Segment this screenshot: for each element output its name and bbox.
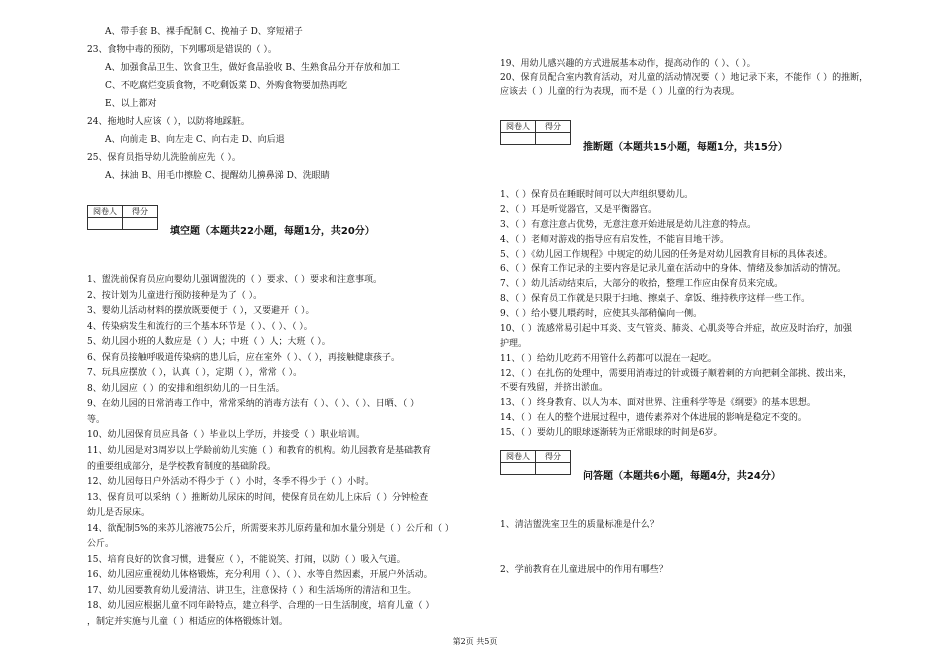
fill-line: 的重要组成部分，是学校教育制度的基础阶段。: [87, 462, 277, 472]
option-line: E、以上都对: [105, 99, 157, 109]
judge-line: 不要有残留，并挤出淤血。: [500, 383, 609, 393]
score-cell[interactable]: [536, 463, 571, 475]
fill-line: 10、幼儿园保育员应具备（ ）毕业以上学历，并接受（ ）职业培训。: [87, 430, 366, 440]
fill-section-title: 填空题（本题共22小题，每题1分，共20分）: [170, 226, 375, 237]
fill-line: 等。: [87, 415, 106, 425]
reviewer-label: 阅卷人: [88, 206, 123, 218]
fill-line: 20、保育员配合室内教育活动，对儿童的活动情况要（ ）地记录下来，不能作（ ）的推断，: [500, 73, 869, 83]
fill-line: 11、幼儿园是对3周岁以上学龄前幼儿实施（ ）和教育的机构。幼儿园教育是基础教育: [87, 446, 432, 456]
score-cell[interactable]: [123, 218, 158, 230]
reviewer-label: 阅卷人: [501, 121, 536, 133]
score-label: 得分: [123, 206, 158, 218]
fill-line: 16、幼儿园应重视幼儿体格锻炼，充分利用（ ）、（ ）、水等自然因素，开展户外活动。: [87, 570, 433, 580]
qa-line: 1、清洁盥洗室卫生的质量标准是什么？: [500, 520, 659, 530]
judge-line: 1、（ ）保育员在睡眠时间可以大声组织婴幼儿。: [500, 190, 694, 200]
fill-line: 1、盥洗前保育员应向婴幼儿强调盥洗的（ ）要求、（ ）要求和注意事项。: [87, 275, 382, 285]
fill-line: 公斤。: [87, 539, 115, 549]
judge-line: 3、（ ）有意注意占优势，无意注意开始进展是幼儿注意的特点。: [500, 220, 757, 230]
judge-line: 6、（ ）保育工作记录的主要内容是记录儿童在活动中的身体、情绪及参加活动的情况。: [500, 264, 847, 274]
judge-line: 4、（ ）老师对游戏的指导应有启发性，不能盲目地干涉。: [500, 235, 730, 245]
question-line: 24、拖地时人应该（ ），以防将地踩脏。: [87, 117, 250, 127]
fill-line: 8、幼儿园应（ ）的安排和组织幼儿的一日生活。: [87, 384, 285, 394]
fill-line: 9、在幼儿园的日常消毒工作中，常常采纳的消毒方法有（ ）、（ ）、（ ）、日晒、（ ）: [87, 399, 420, 409]
option-line: C、不吃腐烂变质食物，不吃剩饭菜 D、外购食物要加热再吃: [105, 81, 347, 91]
score-box: [500, 120, 571, 145]
judge-line: 11、（ ）给幼儿吃药不用管什么药都可以混在一起吃。: [500, 354, 717, 364]
fill-line: 应该去（ ）儿童的行为表现，而不是（ ）儿童的行为表现。: [500, 87, 740, 97]
fill-line: 3、婴幼儿活动材料的摆放既要便于（ ），又要避开（ ）。: [87, 306, 315, 316]
reviewer-cell[interactable]: [501, 133, 536, 145]
fill-line: ，制定并实施与儿童（ ）相适应的体格锻炼计划。: [87, 617, 288, 627]
score-label: 得分: [536, 121, 571, 133]
judge-line: 护理。: [500, 339, 528, 349]
page-footer: 第2页 共5页: [452, 637, 498, 646]
fill-line: 7、玩具应摆放（ ），认真（ ），定期（ ），常常（ ）。: [87, 368, 303, 378]
judge-line: 12、（ ）在扎伤的处理中，需要用消毒过的针或镊子顺着刺的方向把刺全部挑、拨出来，: [500, 369, 852, 379]
option-line: A、向前走 B、向左走 C、向右走 D、向后退: [105, 135, 285, 145]
judge-line: 2、（ ）耳是听觉器官，又是平衡器官。: [500, 205, 658, 215]
reviewer-label: 阅卷人: [501, 451, 536, 463]
score-cell[interactable]: [536, 133, 571, 145]
option-line: A、抹油 B、用毛巾擦脸 C、提醒幼儿擤鼻涕 D、洗眼睛: [105, 171, 330, 181]
fill-line: 12、幼儿园每日户外活动不得少于（ ）小时，冬季不得少于（ ）小时。: [87, 477, 375, 487]
option-line: A、加强食品卫生、饮食卫生，做好食品验收 B、生熟食品分开存放和加工: [105, 63, 400, 73]
judge-line: 9、（ ）给小婴儿喂药时，应使其头部稍偏向一侧。: [500, 309, 703, 319]
fill-line: 19、用幼儿感兴趣的方式进展基本动作，提高动作的（ ）、（ ）。: [500, 59, 756, 69]
fill-line: 6、保育员接触呼吸道传染病的患儿后，应在室外（ ）、（ ），再接触健康孩子。: [87, 353, 400, 363]
fill-line: 13、保育员可以采纳（ ）推断幼儿尿床的时间，使保育员在幼儿上床后（ ）分钟检查: [87, 493, 429, 503]
qa-line: 2、学前教育在儿童进展中的作用有哪些？: [500, 565, 668, 575]
qa-section-title: 问答题（本题共6小题，每题4分，共24分）: [583, 471, 781, 482]
judge-line: 15、（ ）要幼儿的眼球逐渐转为正常眼球的时间是6岁。: [500, 428, 723, 438]
fill-line: 18、幼儿园应根据儿童不同年龄特点，建立科学、合理的一日生活制度，培育儿童（ ）: [87, 601, 435, 611]
question-line: 25、保育员指导幼儿洗脸前应先（ ）。: [87, 153, 241, 163]
fill-line: 15、培育良好的饮食习惯，进餐应（ ），不能说笑、打闹，以防（ ）吸入气道。: [87, 555, 406, 565]
reviewer-cell[interactable]: [88, 218, 123, 230]
question-line: 23、食物中毒的预防，下列哪项是错误的（ ）。: [87, 45, 277, 55]
judge-line: 10、（ ）流感常易引起中耳炎、支气管炎、肺炎、心肌炎等合并症，故应及时治疗，加强: [500, 324, 852, 334]
reviewer-cell[interactable]: [501, 463, 536, 475]
score-label: 得分: [536, 451, 571, 463]
judge-line: 8、（ ）保育员工作就是只限于扫地、擦桌子、拿饭、维持秩序这样一些工作。: [500, 294, 811, 304]
option-line: A、带手套 B、裸手配制 C、挽袖子 D、穿短裙子: [105, 27, 303, 37]
fill-line: 5、幼儿园小班的人数应是（ ）人；中班（ ）人；大班（ ）。: [87, 337, 331, 347]
judge-line: 14、（ ）在人的整个进展过程中，遗传素养对个体进展的影响是稳定不变的。: [500, 413, 807, 423]
fill-line: 14、欲配制5%的来苏儿溶液75公斤，所需要来苏儿原药量和加水量分别是（ ）公斤和（ ）: [87, 524, 454, 534]
fill-line: 幼儿是否尿床。: [87, 508, 151, 518]
fill-line: 4、传染病发生和流行的三个基本环节是（ ）、（ ）、（ ）。: [87, 322, 313, 332]
judge-section-title: 推断题（本题共15小题，每题1分，共15分）: [583, 142, 788, 153]
fill-line: 2、按计划为儿童进行预防接种是为了（ ）。: [87, 291, 263, 301]
score-box: [87, 205, 158, 230]
judge-line: 5、（ ）《幼儿园工作规程》中规定的幼儿园的任务是对幼儿园教育目标的具体表述。: [500, 250, 833, 260]
judge-line: 13、（ ）终身教育、以人为本、面对世界、注重科学等是《纲要》的基本思想。: [500, 398, 816, 408]
judge-line: 7、（ ）幼儿活动结束后，大部分的收拾，整理工作应由保育员来完成。: [500, 279, 784, 289]
fill-line: 17、幼儿园要教育幼儿爱清洁、讲卫生，注意保持（ ）和生活场所的清洁和卫生。: [87, 586, 417, 596]
score-box: [500, 450, 571, 475]
